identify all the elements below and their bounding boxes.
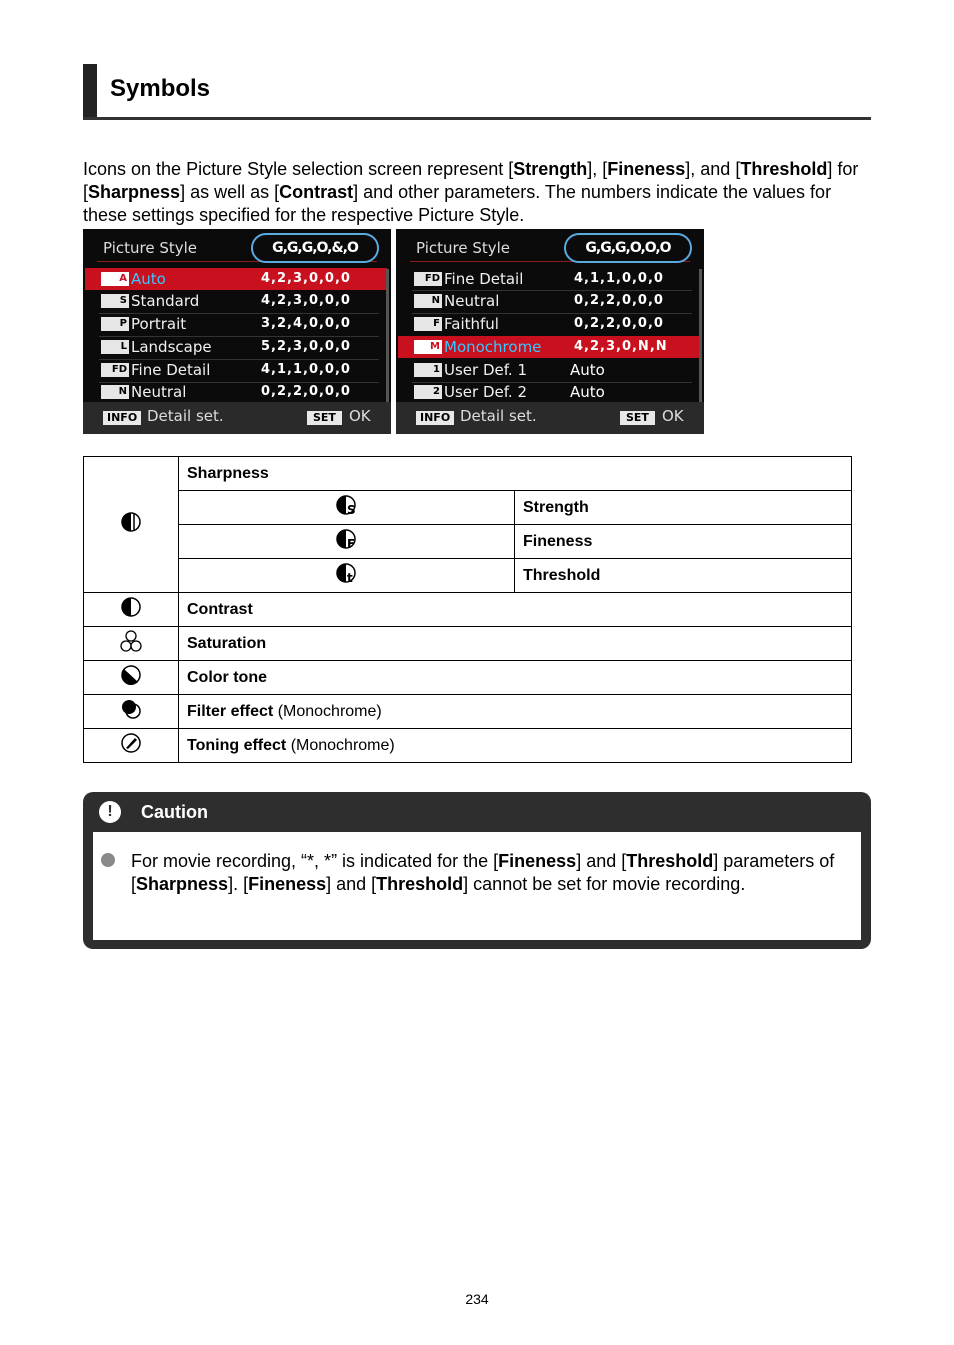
threshold-label xyxy=(515,559,852,593)
fineness-text: Fineness xyxy=(523,532,593,550)
style-name: Auto xyxy=(131,270,166,288)
style-name: User Def. 2 xyxy=(444,383,528,401)
saturation-icon-cell xyxy=(84,627,179,661)
caution-threshold: Threshold xyxy=(376,874,464,894)
symbols-table xyxy=(83,456,852,763)
intro-sharpness: Sharpness xyxy=(88,182,181,202)
table-row xyxy=(84,525,852,559)
table-row xyxy=(84,695,852,729)
caution-body xyxy=(93,832,861,940)
caution-fineness: Fineness xyxy=(248,874,327,894)
filter-effect-text: Filter effect xyxy=(187,702,274,720)
toning-effect-note: (Monochrome) xyxy=(286,736,395,754)
threshold-text: Threshold xyxy=(523,566,601,584)
style-row-fine-detail xyxy=(85,359,387,381)
table-row xyxy=(84,559,852,593)
style-icon: FD xyxy=(101,363,129,377)
strength-icon-cell xyxy=(179,491,515,525)
info-key: INFO xyxy=(103,411,141,425)
color-tone-text: Color tone xyxy=(187,668,267,686)
intro-text: ] and other parameters. The numbers indicate the values for these settings specified for the respective Picture Style. xyxy=(83,182,832,225)
saturation-text: Saturation xyxy=(187,634,267,652)
intro-contrast: Contrast xyxy=(279,182,354,202)
info-key: INFO xyxy=(416,411,454,425)
fineness-label xyxy=(515,525,852,559)
intro-paragraph xyxy=(83,158,873,227)
table-row xyxy=(84,593,852,627)
style-name: Landscape xyxy=(131,338,212,356)
style-row-user-def-2 xyxy=(398,381,700,403)
style-icon: FD xyxy=(414,272,442,286)
style-row-user-def-1 xyxy=(398,359,700,381)
caution-box xyxy=(83,792,871,949)
contrast-label xyxy=(179,593,852,627)
caution-heading: Caution xyxy=(141,802,208,822)
style-icon: M xyxy=(414,340,442,354)
style-row-auto xyxy=(85,268,387,290)
intro-text: ] as well as [ xyxy=(180,182,280,202)
table-row xyxy=(84,491,852,525)
saturation-label xyxy=(179,627,852,661)
style-values: 3,2,4,0,0,0 xyxy=(261,316,351,331)
intro-fineness: Fineness xyxy=(607,159,686,179)
threshold-icon-cell xyxy=(179,559,515,593)
screen-title: Picture Style xyxy=(416,239,511,257)
intro-text: ] for [ xyxy=(83,159,859,202)
detail-set-label: Detail set. xyxy=(147,407,224,425)
intro-threshold: Threshold xyxy=(740,159,828,179)
style-name: Fine Detail xyxy=(444,270,524,288)
caution-text-part: ] parameters of [ xyxy=(131,851,835,894)
style-icon: F xyxy=(414,317,442,331)
style-icon: N xyxy=(414,294,442,308)
sharpness-icon-cell xyxy=(84,457,179,593)
style-row-portrait xyxy=(85,313,387,335)
contrast-icon-cell xyxy=(84,593,179,627)
style-name: Monochrome xyxy=(444,338,542,356)
contrast-text: Contrast xyxy=(187,600,253,618)
strength-icon xyxy=(336,494,358,516)
filter-effect-icon xyxy=(119,697,143,721)
sharpness-text: Sharpness xyxy=(187,464,269,482)
section-header xyxy=(83,64,871,120)
intro-text: ], [ xyxy=(587,159,608,179)
style-row-standard xyxy=(85,290,387,312)
caution-text-part: ] and [ xyxy=(576,851,627,871)
style-values: Auto xyxy=(570,383,605,401)
fineness-icon-cell xyxy=(179,525,515,559)
picture-style-screen-2 xyxy=(396,229,704,434)
caution-threshold: Threshold xyxy=(626,851,714,871)
intro-text: Icons on the Picture Style selection screen represent [ xyxy=(83,159,514,179)
set-key: SET xyxy=(620,411,655,425)
caution-fineness: Fineness xyxy=(498,851,577,871)
style-row-monochrome xyxy=(398,336,700,358)
style-values: 0,2,2,0,0,0 xyxy=(574,316,664,331)
table-row xyxy=(84,457,852,491)
ok-label: OK xyxy=(662,407,684,425)
color-tone-icon xyxy=(120,664,142,686)
style-name: Standard xyxy=(131,292,200,310)
table-row xyxy=(84,627,852,661)
svg-text:t: t xyxy=(346,571,353,584)
color-tone-icon-cell xyxy=(84,661,179,695)
style-name: Fine Detail xyxy=(131,361,211,379)
style-row-faithful xyxy=(398,313,700,335)
style-row-neutral xyxy=(85,381,387,403)
screen-title: Picture Style xyxy=(103,239,198,257)
caution-text-part: ] and [ xyxy=(326,874,377,894)
style-name: Portrait xyxy=(131,315,187,333)
filter-effect-icon-cell xyxy=(84,695,179,729)
style-icon: L xyxy=(101,340,129,354)
section-marker-bar xyxy=(83,64,97,117)
style-row-neutral xyxy=(398,290,700,312)
caution-text-part: For movie recording, “*, *” is indicated for the [ xyxy=(131,851,499,871)
ok-label: OK xyxy=(349,407,371,425)
scrollbar xyxy=(386,269,389,405)
style-values: Auto xyxy=(570,361,605,379)
style-name: User Def. 1 xyxy=(444,361,528,379)
toning-effect-label xyxy=(179,729,852,763)
style-values: 4,2,3,0,0,0 xyxy=(261,271,351,286)
table-row xyxy=(84,661,852,695)
parameter-icons-highlight: G,G,G,O,&,O xyxy=(251,233,379,263)
style-icon: 1 xyxy=(414,363,442,377)
strength-label xyxy=(515,491,852,525)
threshold-icon xyxy=(336,562,358,584)
caution-text-part: ] cannot be set for movie recording. xyxy=(463,874,746,894)
sharpness-icon xyxy=(120,511,142,533)
svg-text:S: S xyxy=(346,503,356,516)
style-icon: P xyxy=(101,317,129,331)
strength-text: Strength xyxy=(523,498,589,516)
sharpness-label xyxy=(179,457,852,491)
svg-text:F: F xyxy=(346,537,355,550)
style-values: 5,2,3,0,0,0 xyxy=(261,339,351,354)
style-icon: A xyxy=(101,272,129,286)
detail-set-label: Detail set. xyxy=(460,407,537,425)
picture-style-screen-1 xyxy=(83,229,391,434)
page-number: 234 xyxy=(465,1291,489,1307)
style-values: 4,2,3,0,N,N xyxy=(574,339,668,354)
section-title: Symbols xyxy=(110,75,211,102)
caution-text xyxy=(131,850,846,896)
style-values: 0,2,2,0,0,0 xyxy=(574,293,664,308)
screen-footer xyxy=(83,402,391,434)
style-values: 4,1,1,0,0,0 xyxy=(574,271,664,286)
screen-footer xyxy=(396,402,704,434)
caution-sharpness: Sharpness xyxy=(136,874,229,894)
caution-text-part: ]. [ xyxy=(228,874,249,894)
style-name: Faithful xyxy=(444,315,499,333)
style-values: 4,2,3,0,0,0 xyxy=(261,293,351,308)
filter-effect-label xyxy=(179,695,852,729)
contrast-icon xyxy=(120,596,142,618)
color-tone-label xyxy=(179,661,852,695)
saturation-icon xyxy=(119,629,143,653)
toning-effect-icon xyxy=(120,732,142,754)
style-values: 0,2,2,0,0,0 xyxy=(261,384,351,399)
style-icon: N xyxy=(101,385,129,399)
filter-effect-note: (Monochrome) xyxy=(273,702,382,720)
style-row-fine-detail xyxy=(398,268,700,290)
toning-effect-icon-cell xyxy=(84,729,179,763)
parameter-icons-highlight: G,G,G,O,O,O xyxy=(564,233,692,263)
scrollbar xyxy=(699,269,702,405)
style-row-landscape xyxy=(85,336,387,358)
table-row xyxy=(84,729,852,763)
intro-strength: Strength xyxy=(513,159,588,179)
intro-text: ], and [ xyxy=(685,159,741,179)
toning-effect-text: Toning effect xyxy=(187,736,287,754)
set-key: SET xyxy=(307,411,342,425)
fineness-icon xyxy=(336,528,358,550)
style-name: Neutral xyxy=(131,383,187,401)
warning-icon: ! xyxy=(99,801,121,823)
style-icon: 2 xyxy=(414,385,442,399)
style-values: 4,1,1,0,0,0 xyxy=(261,362,351,377)
style-icon: S xyxy=(101,294,129,308)
bullet-icon xyxy=(101,853,115,867)
style-name: Neutral xyxy=(444,292,500,310)
